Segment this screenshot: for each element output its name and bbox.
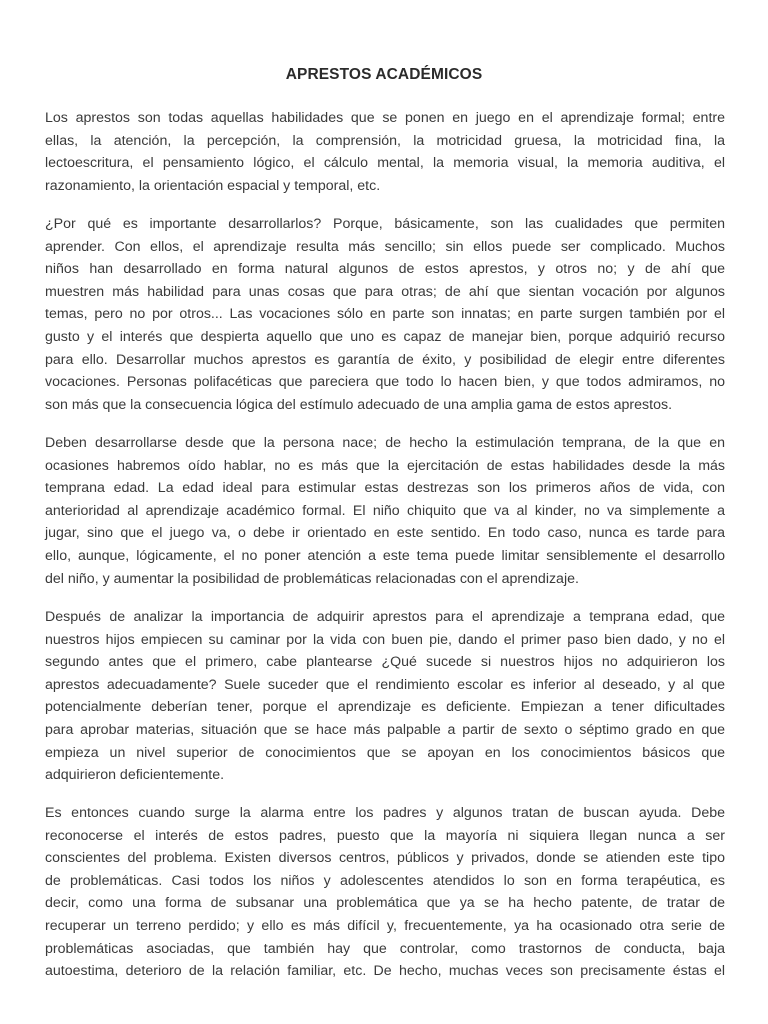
text-line: autoestima, deterioro de la relación familiar, etc. De hecho, muchas veces son precisamente éstas el xyxy=(45,963,725,980)
text-line: gusto y el interés que despierta aquello que uno es capaz de manejar bien, porque adquirió recurso xyxy=(45,328,725,345)
paragraph-1 xyxy=(45,107,725,197)
text-line: son más que la consecuencia lógica del estímulo adecuado de una amplia gama de estos aprestos. xyxy=(45,396,673,413)
text-line: recuperar un terreno perdido; y ello es más difícil y, frecuentemente, ya ha ocasionado otra serie de xyxy=(45,917,725,934)
text-line: segundo antes que el primero, cabe plantearse ¿Qué sucede si nuestros hijos no adquirieron los xyxy=(45,654,725,671)
text-line: temas, pero no por otros... Las vocaciones sólo en parte son innatas; en parte surgen también por el xyxy=(45,306,725,323)
text-line: Los aprestos son todas aquellas habilidades que se ponen en juego en el aprendizaje formal; entre xyxy=(45,110,725,126)
paragraph-4 xyxy=(45,606,725,787)
paragraph-2 xyxy=(45,213,725,416)
text-line: Deben desarrollarse desde que la persona nace; de hecho la estimulación temprana, de la que en xyxy=(45,435,725,451)
text-line: lectoescritura, el pensamiento lógico, el cálculo mental, la memoria visual, la memoria auditiva, el xyxy=(45,155,725,172)
text-line: reconocerse el interés de estos padres, puesto que la mayoría ni siquiera llegan nunca a ser xyxy=(45,827,725,844)
text-line: anterioridad al aprendizaje académico formal. El niño chiquito que va al kinder, no va simplemente a xyxy=(45,502,725,519)
text-line: decir, como una forma de subsanar una problemática que ya se ha hecho patente, de tratar de xyxy=(45,895,725,912)
text-line: de problemáticas. Casi todos los niños y adolescentes atendidos lo son en forma terapéutica, es xyxy=(45,872,725,889)
text-line: aprestos adecuadamente? Suele suceder que el rendimiento escolar es inferior al deseado, y al que xyxy=(45,676,725,693)
text-line: potencialmente deberían tener, porque el aprendizaje es deficiente. Empiezan a tener dificultades xyxy=(45,699,725,716)
text-line: Es entonces cuando surge la alarma entre los padres y algunos tratan de buscan ayuda. Debe xyxy=(45,805,725,821)
text-line: Después de analizar la importancia de adquirir aprestos para el aprendizaje a temprana edad, que xyxy=(45,609,725,625)
text-line: nuestros hijos empiecen su caminar por la vida con buen pie, dando el primer paso bien dado, y no el xyxy=(45,631,725,648)
text-line: problemáticas asociadas, que también hay que controlar, como trastornos de conducta, baja xyxy=(45,940,725,957)
text-line: jugar, sino que el juego va, o debe ir orientado en este sentido. En todo caso, nunca es tarde para xyxy=(45,525,725,542)
text-line: razonamiento, la orientación espacial y temporal, etc. xyxy=(45,177,381,194)
text-line: empieza un nivel superior de conocimientos que se apoyan en los conocimientos básicos que xyxy=(45,744,725,761)
paragraph-3 xyxy=(45,432,725,590)
text-line: vocaciones. Personas polifacéticas que pareciera que todo lo hacen bien, y que todos admiramos, no xyxy=(45,374,725,391)
text-line: ¿Por qué es importante desarrollarlos? Porque, básicamente, son las cualidades que permiten xyxy=(45,216,725,232)
text-line: para aprobar materias, situación que se hace más palpable a partir de sexto o séptimo grado en que xyxy=(45,721,725,738)
document-title: APRESTOS ACADÉMICOS xyxy=(285,66,483,83)
text-line: ellas, la atención, la percepción, la comprensión, la motricidad gruesa, la motricidad fina, la xyxy=(45,132,725,149)
text-line: muestren más habilidad para unas cosas que para otras; de ahí que sientan vocación por algunos xyxy=(45,283,725,300)
text-line: del niño, y aumentar la posibilidad de problemáticas relacionadas con el aprendizaje. xyxy=(45,570,579,587)
text-line: para ello. Desarrollar muchos aprestos es garantía de éxito, y posibilidad de elegir entre diferentes xyxy=(45,351,725,368)
text-line: niños han desarrollado en forma natural algunos de estos aprestos, y otros no; y de ahí que xyxy=(45,261,725,278)
paragraph-5 xyxy=(45,802,725,983)
text-line: temprana edad. La edad ideal para estimular estas destrezas son los primeros años de vida, con xyxy=(45,480,725,497)
text-line: ello, aunque, lógicamente, el no poner atención a este tema puede limitar sensiblemente el desarrollo xyxy=(45,547,725,564)
text-line: conscientes del problema. Existen diversos centros, públicos y privados, donde se atienden este tipo xyxy=(45,850,725,867)
text-line: aprender. Con ellos, el aprendizaje resulta más sencillo; sin ellos puede ser complicado. Muchos xyxy=(45,238,725,255)
text-line: ocasiones habremos oído hablar, no es más que la ejercitación de estas habilidades desde la más xyxy=(45,457,725,474)
text-line: adquirieron deficientemente. xyxy=(45,767,225,784)
